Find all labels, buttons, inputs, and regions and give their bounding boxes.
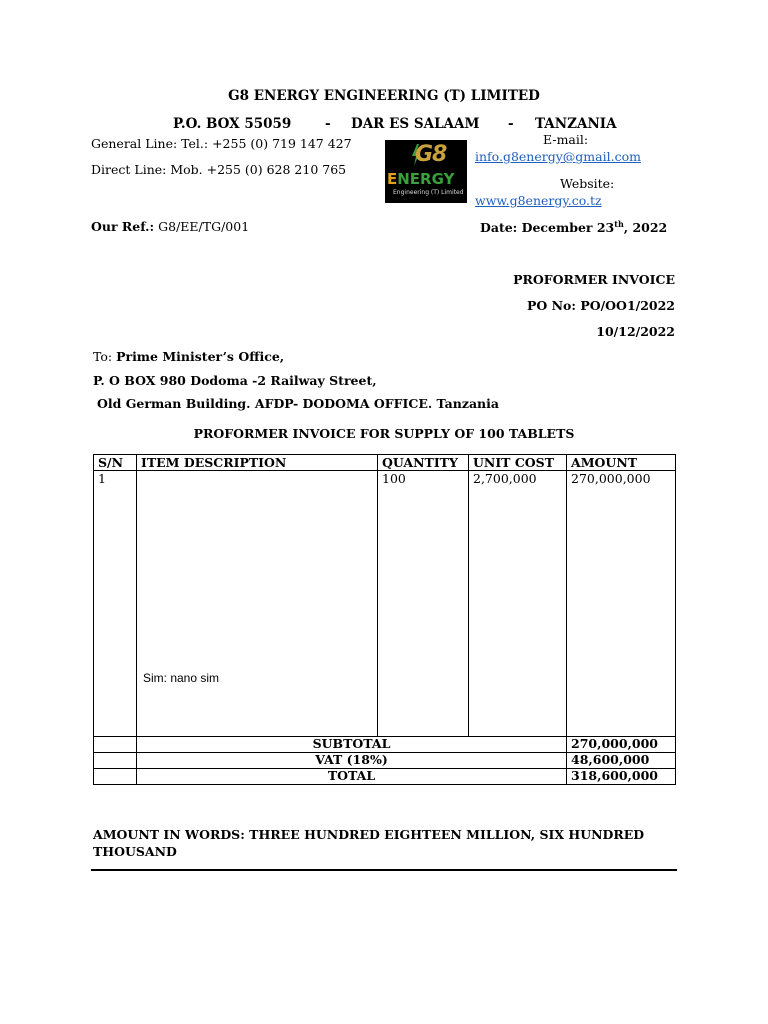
logo-tagline: Engineering (T) Limited bbox=[393, 189, 464, 196]
general-line: General Line: Tel.: +255 (0) 719 147 427 bbox=[91, 136, 352, 151]
website-label: Website: bbox=[560, 176, 615, 191]
our-ref-value: G8/EE/TG/001 bbox=[158, 219, 250, 234]
cell-quantity: 100 bbox=[378, 471, 469, 737]
direct-line: Direct Line: Mob. +255 (0) 628 210 765 bbox=[91, 162, 347, 177]
recipient-line-3: Old German Building. AFDP- DODOMA OFFICE. Tanzania bbox=[97, 396, 499, 411]
header-item-description: ITEM DESCRIPTION bbox=[137, 455, 378, 471]
website-link[interactable]: www.g8energy.co.tz bbox=[475, 193, 602, 208]
bottom-divider bbox=[91, 869, 677, 871]
date-year: , 2022 bbox=[623, 220, 668, 236]
email-label: E-mail: bbox=[543, 132, 589, 147]
subtotal-label: SUBTOTAL bbox=[137, 737, 567, 753]
logo-wordmark bbox=[387, 170, 454, 188]
item-description-text: Sim: nano sim bbox=[143, 671, 220, 685]
cell-description bbox=[137, 471, 378, 737]
total-row bbox=[94, 769, 676, 785]
header-sn: S/N bbox=[94, 455, 137, 471]
to-label: To: bbox=[93, 349, 117, 364]
vat-row bbox=[94, 753, 676, 769]
header-separator: - bbox=[325, 116, 331, 132]
recipient-line-1 bbox=[93, 349, 284, 364]
header-separator: - bbox=[508, 116, 514, 132]
po-label: PO No: bbox=[526, 298, 581, 313]
company-po-box: P.O. BOX 55059 bbox=[173, 116, 292, 132]
company-city: DAR ES SALAAM bbox=[351, 116, 480, 132]
invoice-po bbox=[527, 298, 675, 313]
total-value: 318,600,000 bbox=[567, 769, 676, 785]
recipient-name: Prime Minister’s Office, bbox=[116, 349, 285, 364]
table-row bbox=[94, 471, 676, 737]
logo-word-first: E bbox=[387, 170, 398, 188]
recipient-line-2: P. O BOX 980 Dodoma -2 Railway Street, bbox=[93, 373, 377, 388]
cell-amount: 270,000,000 bbox=[567, 471, 676, 737]
cell-empty bbox=[94, 769, 137, 785]
cell-sn: 1 bbox=[94, 471, 137, 737]
total-label: TOTAL bbox=[137, 769, 567, 785]
cell-unit-cost: 2,700,000 bbox=[469, 471, 567, 737]
logo-word-rest: NERGY bbox=[397, 170, 455, 188]
header-quantity: QUANTITY bbox=[378, 455, 469, 471]
invoice-title: PROFORMER INVOICE bbox=[513, 272, 675, 287]
logo-mark: G8 bbox=[415, 142, 447, 167]
invoice-table bbox=[93, 454, 676, 785]
cell-empty bbox=[94, 737, 137, 753]
our-ref-label: Our Ref.: bbox=[91, 219, 155, 234]
company-logo bbox=[385, 140, 467, 203]
vat-value: 48,600,000 bbox=[567, 753, 676, 769]
date-label: Date: December 23 bbox=[480, 220, 615, 236]
company-country: TANZANIA bbox=[535, 116, 617, 132]
email-link[interactable]: info.g8energy@gmail.com bbox=[475, 149, 641, 164]
document-date bbox=[480, 219, 667, 235]
po-value: PO/OO1/2022 bbox=[580, 298, 675, 313]
header-unit-cost: UNIT COST bbox=[469, 455, 567, 471]
header-amount: AMOUNT bbox=[567, 455, 676, 471]
our-ref bbox=[91, 219, 249, 234]
subtotal-row bbox=[94, 737, 676, 753]
subtotal-value: 270,000,000 bbox=[567, 737, 676, 753]
invoice-date: 10/12/2022 bbox=[596, 324, 675, 339]
table-header-row bbox=[94, 455, 676, 471]
cell-empty bbox=[94, 753, 137, 769]
date-suffix: th bbox=[614, 219, 624, 229]
amount-in-words: AMOUNT IN WORDS: THREE HUNDRED EIGHTEEN MILLION, SIX HUNDRED THOUSAND bbox=[93, 827, 645, 859]
company-name: G8 ENERGY ENGINEERING (T) LIMITED bbox=[228, 88, 540, 104]
vat-label: VAT (18%) bbox=[137, 753, 567, 769]
table-title: PROFORMER INVOICE FOR SUPPLY OF 100 TABLETS bbox=[193, 426, 575, 441]
